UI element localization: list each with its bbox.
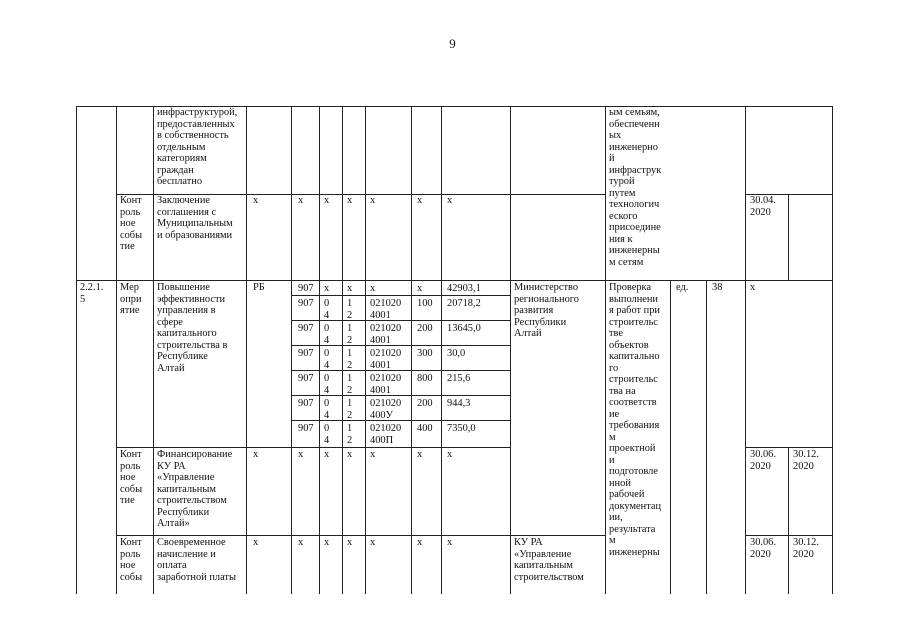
fin-row-rz: x	[324, 283, 330, 294]
measure-unit: ед.	[676, 282, 689, 293]
control1-csr: x	[370, 195, 376, 206]
control3-type: Конт роль ное собы	[120, 537, 143, 583]
table-rule	[291, 106, 292, 594]
measure-target: 38	[712, 282, 723, 293]
control3-csr: x	[370, 537, 376, 548]
fin-row-rz: 0 4	[324, 298, 330, 321]
fin-row-vr: 300	[417, 348, 433, 359]
fin-row-vr: 100	[417, 298, 433, 309]
fin-row-grbs: 907	[298, 323, 314, 334]
table-rule	[76, 106, 77, 594]
fin-row-csr: 021020 400У	[370, 398, 402, 421]
fin-row-csr: 021020 4001	[370, 323, 402, 346]
fin-row-amount: 30,0	[447, 348, 466, 359]
fin-row-rz: 0 4	[324, 423, 330, 446]
table-rule	[788, 447, 789, 594]
control2-vr: x	[417, 449, 423, 460]
control3-pr: x	[347, 537, 353, 548]
table-rule	[745, 535, 832, 536]
control2-amount: x	[447, 449, 453, 460]
control2-type: Конт роль ное собы тие	[120, 449, 143, 506]
table-rule	[510, 106, 511, 594]
control1-name: Заключение соглашения с Муниципальным и образованиями	[157, 195, 233, 241]
control2-source: x	[253, 449, 259, 460]
control3-date1: 30.06. 2020	[750, 537, 776, 560]
measure-type: Мер опри ятие	[120, 282, 142, 316]
table-rule	[605, 106, 606, 594]
table-rule	[246, 106, 247, 594]
fin-row-vr: 200	[417, 323, 433, 334]
fin-row-csr: 021020 4001	[370, 298, 402, 321]
control1-vr: x	[417, 195, 423, 206]
measure-date1: x	[750, 282, 756, 293]
control3-vr: x	[417, 537, 423, 548]
fin-row-rz: 0 4	[324, 348, 330, 371]
control3-date2: 30.12. 2020	[793, 537, 819, 560]
page-number: 9	[449, 36, 456, 51]
fin-row-amount: 20718,2	[447, 298, 481, 309]
table-rule	[291, 295, 510, 296]
table-rule	[605, 280, 832, 281]
control1-grbs: x	[298, 195, 304, 206]
control1-type: Конт роль ное собы тие	[120, 195, 143, 252]
fin-row-amount: 13645,0	[447, 323, 481, 334]
table-rule	[706, 280, 707, 594]
table-rule	[116, 535, 605, 536]
measure-source: РБ	[253, 282, 265, 293]
fin-row-amount: 215,6	[447, 373, 471, 384]
fin-row-rz: 0 4	[324, 373, 330, 396]
control1-pr: x	[347, 195, 353, 206]
fin-row-rz: 0 4	[324, 398, 330, 421]
table-rule	[788, 194, 789, 280]
fin-row-vr: x	[417, 283, 423, 294]
table-rule	[745, 447, 832, 448]
control3-grbs: x	[298, 537, 304, 548]
fin-row-vr: 400	[417, 423, 433, 434]
fin-row-pr: 1 2	[347, 398, 353, 421]
fin-row-grbs: 907	[298, 373, 314, 384]
fin-row-pr: 1 2	[347, 423, 353, 446]
fin-row-amount: 7350,0	[447, 423, 476, 434]
row-top-indicator: ым семьям, обеспеченн ых инженерно й инфраструк турой путем технологич еского присоедине ния к инженерны м сетям	[609, 107, 662, 268]
table-rule	[745, 106, 746, 594]
fin-row-grbs: 907	[298, 423, 314, 434]
table-rule	[365, 106, 366, 594]
control1-rz: x	[324, 195, 330, 206]
control1-source: x	[253, 195, 259, 206]
table-rule	[670, 280, 671, 594]
table-rule	[76, 280, 605, 281]
control3-executor: КУ РА «Управление капитальным строительством	[514, 537, 584, 583]
table-rule	[319, 106, 320, 594]
fin-row-pr: 1 2	[347, 348, 353, 371]
table-rule	[832, 106, 833, 594]
table-rule	[153, 106, 154, 594]
table-rule	[116, 106, 117, 594]
control2-csr: x	[370, 449, 376, 460]
control2-name: Финансирование КУ РА «Управление капитальным строительством Республики Алтай»	[157, 449, 233, 529]
fin-row-csr: 021020 4001	[370, 373, 402, 396]
row-top-name: инфраструктурой, предоставленных в собственность отдельным категориям граждан бесплатно	[157, 107, 238, 187]
control3-amount: x	[447, 537, 453, 548]
fin-row-csr: 021020 400П	[370, 423, 402, 446]
table-rule	[342, 106, 343, 594]
fin-row-amount: 944,3	[447, 398, 471, 409]
table-rule	[116, 447, 510, 448]
fin-row-grbs: 907	[298, 283, 314, 294]
measure-number: 2.2.1. 5	[80, 282, 104, 305]
control2-date2: 30.12. 2020	[793, 449, 819, 472]
control1-date1: 30.04. 2020	[750, 195, 776, 218]
table-rule	[411, 106, 412, 594]
fin-row-grbs: 907	[298, 298, 314, 309]
fin-row-pr: 1 2	[347, 373, 353, 396]
control3-name: Своевременное начисление и оплата заработной платы	[157, 537, 236, 583]
control1-amount: x	[447, 195, 453, 206]
fin-row-grbs: 907	[298, 398, 314, 409]
measure-executor: Министерство регионального развития Республики Алтай	[514, 282, 579, 339]
fin-row-vr: 200	[417, 398, 433, 409]
control2-date1: 30.06. 2020	[750, 449, 776, 472]
fin-row-pr: x	[347, 283, 353, 294]
control3-source: x	[253, 537, 259, 548]
fin-row-grbs: 907	[298, 348, 314, 359]
control2-pr: x	[347, 449, 353, 460]
fin-row-rz: 0 4	[324, 323, 330, 346]
fin-row-csr: x	[370, 283, 376, 294]
control2-grbs: x	[298, 449, 304, 460]
fin-row-pr: 1 2	[347, 298, 353, 321]
fin-row-csr: 021020 4001	[370, 348, 402, 371]
table-rule	[441, 106, 442, 594]
fin-row-vr: 800	[417, 373, 433, 384]
fin-row-amount: 42903,1	[447, 283, 481, 294]
control2-rz: x	[324, 449, 330, 460]
measure-name: Повышение эффективности управления в сфере капитального строительства в Республике Алтай	[157, 282, 228, 374]
measure-indicator: Проверка выполнени я работ при строительс тве объектов капитально го строительс тва на соответств ие требования м проектной и подготовле нной рабочей документац ии, результата м инженерны	[609, 282, 662, 558]
fin-row-pr: 1 2	[347, 323, 353, 346]
control3-rz: x	[324, 537, 330, 548]
